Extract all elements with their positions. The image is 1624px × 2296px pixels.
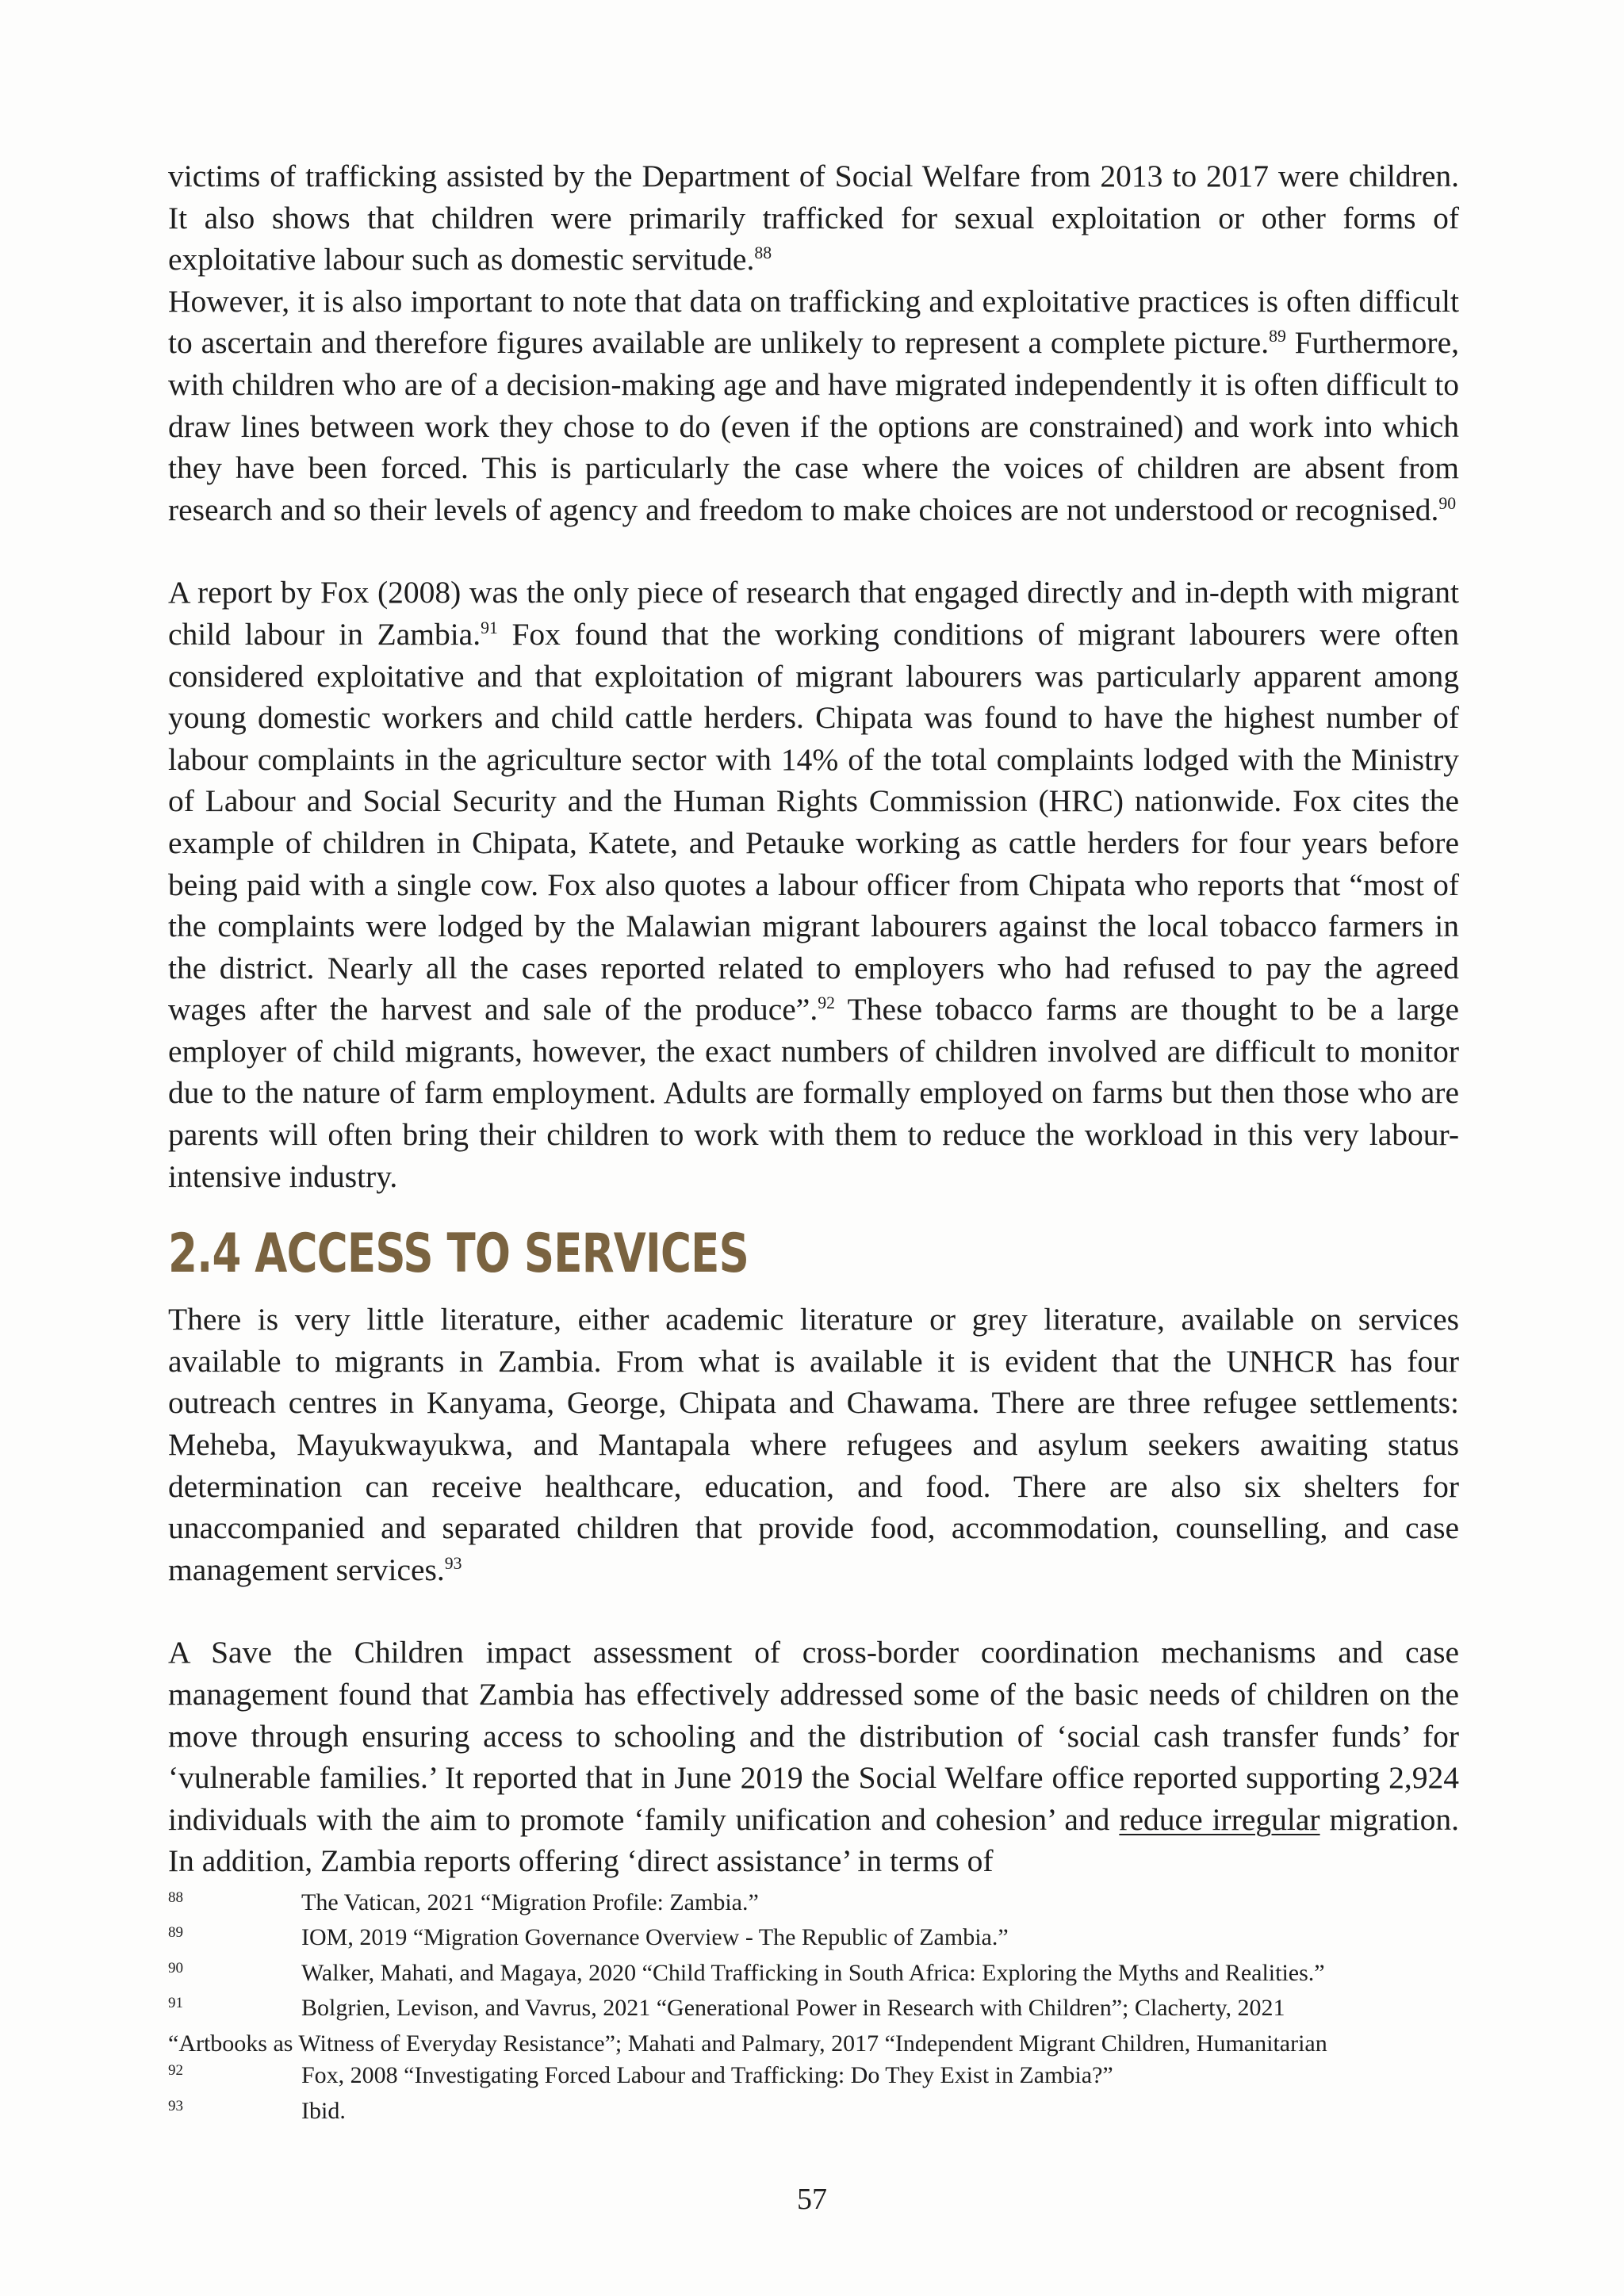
footnote-93 bbox=[168, 2095, 1459, 2131]
footnote-text: Walker, Mahati, and Magaya, 2020 “Child Trafficking in South Africa: Exploring the Myths and Realities.” bbox=[301, 1959, 1325, 1986]
paragraph-trafficking-victims bbox=[168, 155, 1459, 281]
footnote-91 bbox=[168, 1992, 1459, 2028]
footnote-number: 91 bbox=[168, 1995, 183, 2012]
footnote-ref[interactable]: 91 bbox=[481, 618, 498, 637]
page-number: 57 bbox=[797, 2183, 827, 2216]
footnote-ref[interactable]: 90 bbox=[1438, 493, 1457, 513]
footnote-text: Ibid. bbox=[301, 2097, 346, 2124]
footnotes bbox=[168, 1887, 1459, 2131]
footnote-88 bbox=[168, 1887, 1459, 1923]
page-body bbox=[168, 155, 1459, 2130]
paragraph-text: victims of trafficking assisted by the Department of Social Welfare from 2013 to 2017 were children. It also shows that children were primarily trafficked for sexual exploitation or other forms of exploitative labour such as domestic servitude. bbox=[168, 159, 1459, 277]
section-heading: 2.4 ACCESS TO SERVICES bbox=[168, 1223, 749, 1286]
footnote-90 bbox=[168, 1957, 1459, 1993]
footnote-ref[interactable]: 92 bbox=[818, 993, 835, 1013]
underlined-text: reduce irregular bbox=[1119, 1801, 1320, 1837]
footnote-91-continuation: “Artbooks as Witness of Everyday Resistance”; Mahati and Palmary, 2017 “Independent Migrant Children, Humanitarian bbox=[168, 2030, 1327, 2057]
paragraph-data-limitations bbox=[168, 281, 1459, 531]
footnote-92 bbox=[168, 2060, 1459, 2095]
paragraph-text: Furthermore, with children who are of a decision-making age and have migrated independently it is often difficult to draw lines between work they chose to do (even if the options are constrained) and work into which they have been forced. This is particularly the case where the voices of children are absent from research and so their levels of agency and freedom to make choices are not understood or recognised. bbox=[168, 325, 1459, 527]
paragraph-text: However, it is also important to note that data on trafficking and exploitative practices is often difficult to ascertain and therefore figures available are unlikely to represent a complete picture. bbox=[168, 283, 1459, 361]
footnote-number: 90 bbox=[168, 1959, 183, 1976]
paragraph-text: A Save the Children impact assessment of cross-border coordination mechanisms and case management found that Zambia has effectively addressed some of the basic needs of children on the move through ensuring access to schooling and the distribution of ‘social cash transfer funds’ for ‘vulnerable families.’ It reported that in June 2019 the Social Welfare office reported supporting 2,924 individuals with the aim to promote ‘family unification and cohesion’ and bbox=[168, 1635, 1459, 1837]
footnote-ref[interactable]: 89 bbox=[1269, 327, 1286, 346]
footnote-number: 89 bbox=[168, 1924, 183, 1942]
paragraph-text: Fox found that the working conditions of migrant labourers were often considered exploitative and that exploitation of migrant labourers was particularly apparent among young domestic workers and child cattle herders. Chipata was found to have the highest number of labour complaints in the agriculture sector with 14% of the total complaints lodged with the Ministry of Labour and Social Security and the Human Rights Commission (HRC) nationwide. Fox cites the example of children in Chipata, Katete, and Petauke working as cattle herders for four years before being paid with a single cow. Fox also quotes a labour officer from Chipata who reports that “most of the complaints were lodged by the Malawian migrant labourers against the local tobacco farmers in the district. Nearly all the cases reported related to employers who had refused to pay the agreed wages after the harvest and sale of the produce”. bbox=[168, 616, 1459, 1027]
footnote-number: 92 bbox=[168, 2062, 183, 2080]
paragraph-fox-report bbox=[168, 572, 1459, 1197]
footnote-text: Fox, 2008 “Investigating Forced Labour and Trafficking: Do They Exist in Zambia?” bbox=[301, 2062, 1113, 2089]
footnote-ref[interactable]: 88 bbox=[754, 243, 772, 263]
footnote-number: 93 bbox=[168, 2097, 183, 2114]
footnote-text: The Vatican, 2021 “Migration Profile: Zambia.” bbox=[301, 1888, 759, 1915]
paragraph-text: These tobacco farms are thought to be a large employer of child migrants, however, the exact numbers of children involved are difficult to monitor due to the nature of farm employment. Adults are formally employed on farms but then those who are parents will often bring their children to work with them to reduce the workload in this very labour-intensive industry. bbox=[168, 992, 1459, 1194]
paragraph-text: migration. In addition, Zambia reports offering ‘direct assistance’ in terms of bbox=[168, 1801, 1459, 1879]
footnote-number: 88 bbox=[168, 1888, 183, 1906]
footnote-89 bbox=[168, 1922, 1459, 1957]
footnote-text: IOM, 2019 “Migration Governance Overview - The Republic of Zambia.” bbox=[301, 1924, 1009, 1951]
footnote-ref[interactable]: 93 bbox=[444, 1553, 462, 1573]
paragraph-text: There is very little literature, either academic literature or grey literature, available on services available to migrants in Zambia. From what is available it is evident that the UNHCR has four outreach centres in Kanyama, George, Chipata and Chawama. There are three refugee settlements: Meheba, Mayukwayukwa, and Mantapala where refugees and asylum seekers awaiting status determination can receive healthcare, education, and food. There are also six shelters for unaccompanied and separated children that provide food, accommodation, counselling, and case management services. bbox=[168, 1302, 1459, 1587]
footnote-text: Bolgrien, Levison, and Vavrus, 2021 “Generational Power in Research with Children”; Clacherty, 2021 bbox=[301, 1995, 1285, 2022]
paragraph-text: A report by Fox (2008) was the only piece of research that engaged directly and in-depth with migrant child labour in Zambia. bbox=[168, 575, 1459, 652]
paragraph-save-the-children bbox=[168, 1632, 1459, 1882]
paragraph-services-literature bbox=[168, 1299, 1459, 1590]
